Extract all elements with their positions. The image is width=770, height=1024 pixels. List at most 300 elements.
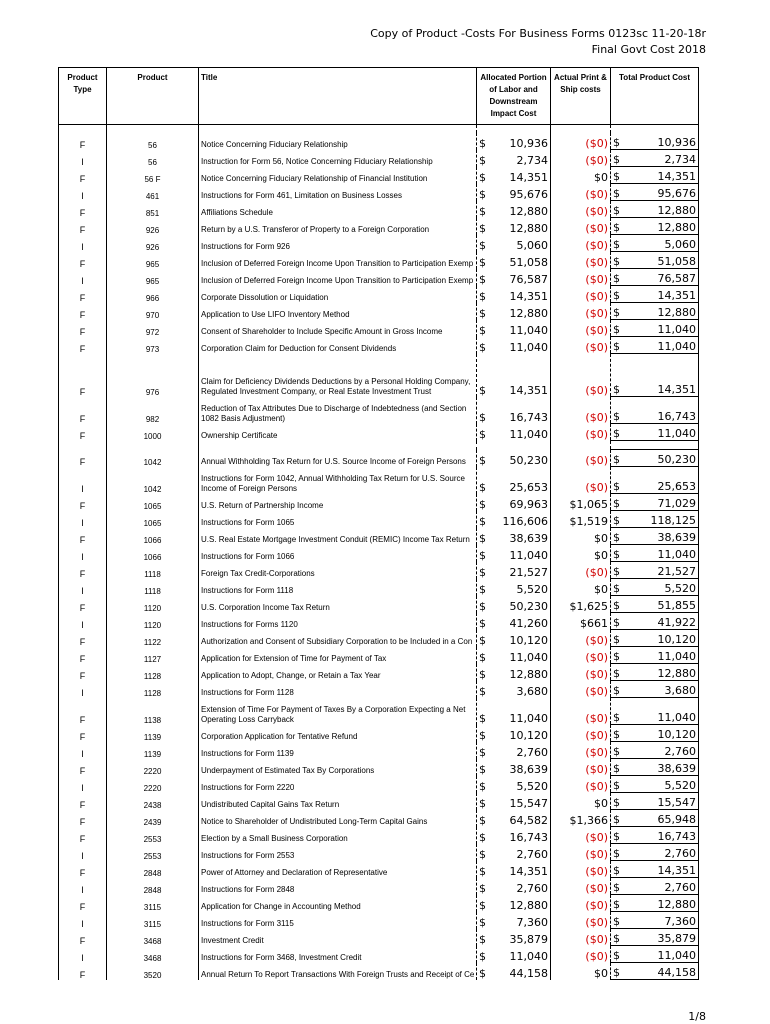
- cell-product: 851: [107, 201, 199, 218]
- cell-print-ship-cost: ($0): [551, 450, 611, 467]
- cell-title: Notice Concerning Fiduciary Relationship of Financial Institution: [199, 167, 477, 184]
- cell-print-ship-cost: ($0): [551, 235, 611, 252]
- allocated-value: 38,639: [509, 762, 548, 776]
- total-value: 21,527: [657, 565, 696, 578]
- table-row: [59, 424, 699, 441]
- currency-symbol: $: [479, 830, 486, 844]
- currency-symbol: $: [613, 289, 620, 302]
- cell-title: Affiliations Schedule: [199, 201, 477, 218]
- cell-total-cost: [611, 397, 699, 424]
- total-value: 5,520: [664, 582, 696, 595]
- cell-title: Reduction of Tax Attributes Due to Discharge of Indebtedness (and Section 1082 Basis Adjustment): [199, 397, 477, 424]
- total-value: 12,880: [657, 221, 696, 234]
- cell-total-cost: [611, 776, 699, 793]
- cell-allocated-cost: [477, 725, 551, 742]
- spacer-cell: [611, 125, 699, 134]
- currency-symbol: $: [613, 830, 620, 843]
- allocated-value: 12,880: [509, 306, 548, 320]
- table-row: [59, 946, 699, 963]
- cell-product-type: I: [59, 946, 107, 963]
- spacer-cell: [551, 125, 611, 134]
- cell-product-type: F: [59, 286, 107, 303]
- cell-title: Corporation Claim for Deduction for Consent Dividends: [199, 337, 477, 354]
- cell-product: 1138: [107, 698, 199, 725]
- total-value: 11,040: [657, 548, 696, 561]
- cell-product-type: F: [59, 337, 107, 354]
- currency-symbol: $: [613, 847, 620, 860]
- cell-title: Instructions for Form 1042, Annual Withholding Tax Return for U.S. Source Income of Foreign Persons: [199, 467, 477, 494]
- currency-symbol: $: [613, 881, 620, 894]
- cell-print-ship-cost: ($0): [551, 895, 611, 912]
- cell-product-type: F: [59, 725, 107, 742]
- cell-product: 2439: [107, 810, 199, 827]
- cell-product: 1066: [107, 545, 199, 562]
- cell-product-type: I: [59, 776, 107, 793]
- cell-total-cost: [611, 450, 699, 467]
- cell-print-ship-cost: ($0): [551, 184, 611, 201]
- cell-product-type: F: [59, 929, 107, 946]
- cell-title: Instructions for Form 1065: [199, 511, 477, 528]
- cell-print-ship-cost: $1,519: [551, 511, 611, 528]
- allocated-value: 11,040: [509, 711, 548, 725]
- cell-allocated-cost: [477, 150, 551, 167]
- cell-product: 2220: [107, 759, 199, 776]
- currency-symbol: $: [479, 383, 486, 397]
- currency-symbol: $: [613, 497, 620, 510]
- cell-product: 2553: [107, 827, 199, 844]
- table-row: [59, 337, 699, 354]
- cell-allocated-cost: [477, 827, 551, 844]
- cell-allocated-cost: [477, 252, 551, 269]
- cell-allocated-cost: [477, 742, 551, 759]
- cell-product: 1065: [107, 494, 199, 511]
- currency-symbol: $: [479, 582, 486, 596]
- currency-symbol: $: [479, 779, 486, 793]
- cell-product: 1120: [107, 613, 199, 630]
- cell-print-ship-cost: $1,065: [551, 494, 611, 511]
- total-value: 7,360: [664, 915, 696, 928]
- currency-symbol: $: [479, 187, 486, 201]
- cell-total-cost: [611, 861, 699, 878]
- cell-allocated-cost: [477, 912, 551, 929]
- currency-symbol: $: [479, 427, 486, 441]
- allocated-value: 25,653: [509, 480, 548, 494]
- currency-symbol: $: [613, 684, 620, 697]
- cell-product: 926: [107, 235, 199, 252]
- table-row: [59, 725, 699, 742]
- currency-symbol: $: [613, 599, 620, 612]
- cell-print-ship-cost: ($0): [551, 337, 611, 354]
- cell-title: Notice Concerning Fiduciary Relationship: [199, 133, 477, 150]
- cell-product-type: F: [59, 303, 107, 320]
- total-value: 2,760: [664, 881, 696, 894]
- cell-allocated-cost: [477, 681, 551, 698]
- currency-symbol: $: [613, 548, 620, 561]
- currency-symbol: $: [613, 667, 620, 680]
- currency-symbol: $: [479, 847, 486, 861]
- table-row: [59, 613, 699, 630]
- cell-title: Inclusion of Deferred Foreign Income Upon Transition to Participation Exemp: [199, 269, 477, 286]
- cell-product-type: F: [59, 827, 107, 844]
- currency-symbol: $: [613, 514, 620, 527]
- currency-symbol: $: [479, 616, 486, 630]
- allocated-value: 5,060: [516, 238, 548, 252]
- currency-symbol: $: [479, 497, 486, 511]
- cell-product: 926: [107, 218, 199, 235]
- cell-print-ship-cost: ($0): [551, 698, 611, 725]
- currency-symbol: $: [613, 255, 620, 268]
- allocated-value: 12,880: [509, 898, 548, 912]
- total-value: 44,158: [657, 966, 696, 979]
- table-row: [59, 320, 699, 337]
- allocated-value: 10,120: [509, 633, 548, 647]
- total-value: 41,922: [657, 616, 696, 629]
- currency-symbol: $: [479, 410, 486, 424]
- currency-symbol: $: [613, 864, 620, 877]
- allocated-value: 11,040: [509, 427, 548, 441]
- cell-total-cost: [611, 725, 699, 742]
- cell-product: 965: [107, 252, 199, 269]
- cell-product: 1128: [107, 681, 199, 698]
- cell-title: U.S. Real Estate Mortgage Investment Conduit (REMIC) Income Tax Return: [199, 528, 477, 545]
- cell-print-ship-cost: ($0): [551, 424, 611, 441]
- currency-symbol: $: [613, 204, 620, 217]
- cell-print-ship-cost: ($0): [551, 133, 611, 150]
- cell-title: Extension of Time For Payment of Taxes By a Corporation Expecting a Net Operating Loss Carryback: [199, 698, 477, 725]
- total-value: 95,676: [657, 187, 696, 200]
- table-row: [59, 201, 699, 218]
- cell-product: 976: [107, 354, 199, 397]
- cell-total-cost: [611, 878, 699, 895]
- table-row: [59, 742, 699, 759]
- cell-allocated-cost: [477, 963, 551, 980]
- cell-title: Consent of Shareholder to Include Specific Amount in Gross Income: [199, 320, 477, 337]
- cell-total-cost: [611, 647, 699, 664]
- cell-title: Undistributed Capital Gains Tax Return: [199, 793, 477, 810]
- cell-product: 1128: [107, 664, 199, 681]
- cell-product-type: F: [59, 528, 107, 545]
- cell-allocated-cost: [477, 844, 551, 861]
- cell-print-ship-cost: ($0): [551, 269, 611, 286]
- cell-product: 56: [107, 150, 199, 167]
- cell-product: 2848: [107, 861, 199, 878]
- cell-product-type: I: [59, 613, 107, 630]
- cell-product: 1000: [107, 424, 199, 441]
- currency-symbol: $: [613, 272, 620, 285]
- total-value: 12,880: [657, 306, 696, 319]
- spacer-cell: [107, 125, 199, 134]
- cell-allocated-cost: [477, 946, 551, 963]
- currency-symbol: $: [613, 306, 620, 319]
- table-row: [59, 929, 699, 946]
- allocated-value: 50,230: [509, 453, 548, 467]
- cell-product: 972: [107, 320, 199, 337]
- cell-total-cost: [611, 424, 699, 441]
- table-row: [59, 596, 699, 613]
- cell-title: Authorization and Consent of Subsidiary Corporation to be Included in a Con: [199, 630, 477, 647]
- cell-product: 56: [107, 133, 199, 150]
- cell-total-cost: [611, 895, 699, 912]
- cell-title: Instructions for Form 2848: [199, 878, 477, 895]
- currency-symbol: $: [479, 915, 486, 929]
- table-row: [59, 827, 699, 844]
- table-row: [59, 793, 699, 810]
- cell-print-ship-cost: ($0): [551, 286, 611, 303]
- total-value: 3,680: [664, 684, 696, 697]
- table-body: [59, 125, 699, 980]
- currency-symbol: $: [479, 932, 486, 946]
- cell-total-cost: [611, 613, 699, 630]
- table-row: [59, 133, 699, 150]
- cell-allocated-cost: [477, 303, 551, 320]
- cell-total-cost: [611, 184, 699, 201]
- spacer-cell: [59, 441, 107, 450]
- cell-allocated-cost: [477, 424, 551, 441]
- table-row: [59, 528, 699, 545]
- cell-product-type: I: [59, 579, 107, 596]
- cell-total-cost: [611, 303, 699, 320]
- currency-symbol: $: [613, 728, 620, 741]
- table-row: [59, 218, 699, 235]
- cell-allocated-cost: [477, 698, 551, 725]
- currency-symbol: $: [613, 221, 620, 234]
- table-row: [59, 511, 699, 528]
- cell-print-ship-cost: $0: [551, 528, 611, 545]
- cell-allocated-cost: [477, 467, 551, 494]
- currency-symbol: $: [613, 136, 620, 149]
- cell-product-type: F: [59, 133, 107, 150]
- currency-symbol: $: [613, 915, 620, 928]
- table-row: [59, 252, 699, 269]
- allocated-value: 116,606: [502, 514, 548, 528]
- currency-symbol: $: [613, 762, 620, 775]
- cell-allocated-cost: [477, 793, 551, 810]
- cell-product-type: F: [59, 698, 107, 725]
- cell-allocated-cost: [477, 562, 551, 579]
- cell-allocated-cost: [477, 759, 551, 776]
- cell-total-cost: [611, 167, 699, 184]
- cell-product-type: I: [59, 511, 107, 528]
- currency-symbol: $: [479, 667, 486, 681]
- table-row: [59, 912, 699, 929]
- currency-symbol: $: [479, 340, 486, 354]
- table-row: [59, 286, 699, 303]
- cell-title: Foreign Tax Credit-Corporations: [199, 562, 477, 579]
- cell-product-type: I: [59, 844, 107, 861]
- cell-title: Instruction for Form 56, Notice Concerning Fiduciary Relationship: [199, 150, 477, 167]
- cell-allocated-cost: [477, 235, 551, 252]
- cell-product-type: F: [59, 562, 107, 579]
- table-row: [59, 562, 699, 579]
- allocated-value: 16,743: [509, 830, 548, 844]
- cell-print-ship-cost: ($0): [551, 252, 611, 269]
- cell-print-ship-cost: ($0): [551, 776, 611, 793]
- total-value: 15,547: [657, 796, 696, 809]
- currency-symbol: $: [613, 949, 620, 962]
- currency-symbol: $: [479, 306, 486, 320]
- spacer-row: [59, 441, 699, 450]
- allocated-value: 14,351: [509, 383, 548, 397]
- cell-product-type: F: [59, 759, 107, 776]
- cell-allocated-cost: [477, 579, 551, 596]
- cell-allocated-cost: [477, 895, 551, 912]
- cell-print-ship-cost: ($0): [551, 467, 611, 494]
- spacer-cell: [59, 125, 107, 134]
- cell-allocated-cost: [477, 354, 551, 397]
- allocated-value: 11,040: [509, 548, 548, 562]
- cell-total-cost: [611, 133, 699, 150]
- allocated-value: 16,743: [509, 410, 548, 424]
- cell-product: 1118: [107, 562, 199, 579]
- total-value: 2,734: [664, 153, 696, 166]
- currency-symbol: $: [613, 650, 620, 663]
- col-header-title: Title: [199, 68, 477, 125]
- currency-symbol: $: [479, 514, 486, 528]
- cell-total-cost: [611, 912, 699, 929]
- total-value: 118,125: [650, 514, 696, 527]
- total-value: 10,936: [657, 136, 696, 149]
- table-row: [59, 579, 699, 596]
- cell-title: Corporate Dissolution or Liquidation: [199, 286, 477, 303]
- total-value: 2,760: [664, 745, 696, 758]
- currency-symbol: $: [479, 949, 486, 963]
- currency-symbol: $: [613, 170, 620, 183]
- cell-allocated-cost: [477, 184, 551, 201]
- currency-symbol: $: [613, 745, 620, 758]
- cell-total-cost: [611, 494, 699, 511]
- total-value: 38,639: [657, 762, 696, 775]
- cell-print-ship-cost: ($0): [551, 946, 611, 963]
- cell-product-type: I: [59, 878, 107, 895]
- cell-print-ship-cost: ($0): [551, 664, 611, 681]
- currency-symbol: $: [479, 238, 486, 252]
- cell-product: 1042: [107, 467, 199, 494]
- cell-total-cost: [611, 946, 699, 963]
- allocated-value: 2,760: [516, 847, 548, 861]
- total-value: 11,040: [657, 650, 696, 663]
- total-value: 11,040: [657, 949, 696, 962]
- cell-allocated-cost: [477, 630, 551, 647]
- page-number: 1/8: [688, 1010, 706, 1023]
- cell-allocated-cost: [477, 201, 551, 218]
- cell-product-type: F: [59, 320, 107, 337]
- table-row: [59, 397, 699, 424]
- cell-title: Instructions for Form 1118: [199, 579, 477, 596]
- allocated-value: 38,639: [509, 531, 548, 545]
- cell-print-ship-cost: ($0): [551, 630, 611, 647]
- currency-symbol: $: [479, 323, 486, 337]
- total-value: 5,060: [664, 238, 696, 251]
- table-row: [59, 664, 699, 681]
- cell-product-type: F: [59, 810, 107, 827]
- table-row: [59, 810, 699, 827]
- table-row: [59, 895, 699, 912]
- total-value: 14,351: [657, 289, 696, 302]
- allocated-value: 76,587: [509, 272, 548, 286]
- cell-print-ship-cost: ($0): [551, 303, 611, 320]
- cell-title: Annual Withholding Tax Return for U.S. Source Income of Foreign Persons: [199, 450, 477, 467]
- cell-title: Instructions for Form 3468, Investment Credit: [199, 946, 477, 963]
- cell-total-cost: [611, 286, 699, 303]
- allocated-value: 95,676: [509, 187, 548, 201]
- cell-product-type: F: [59, 424, 107, 441]
- spacer-cell: [551, 441, 611, 450]
- cell-product-type: F: [59, 895, 107, 912]
- cell-total-cost: [611, 579, 699, 596]
- cell-allocated-cost: [477, 167, 551, 184]
- table-row: [59, 630, 699, 647]
- cell-print-ship-cost: ($0): [551, 725, 611, 742]
- cell-total-cost: [611, 320, 699, 337]
- cell-product: 56 F: [107, 167, 199, 184]
- cell-title: Instructions for Form 1066: [199, 545, 477, 562]
- total-value: 12,880: [657, 898, 696, 911]
- currency-symbol: $: [613, 383, 620, 396]
- cell-total-cost: [611, 698, 699, 725]
- cell-total-cost: [611, 963, 699, 980]
- cell-total-cost: [611, 467, 699, 494]
- cell-product-type: I: [59, 150, 107, 167]
- cell-title: Instructions for Form 1139: [199, 742, 477, 759]
- cell-total-cost: [611, 150, 699, 167]
- cell-print-ship-cost: $1,366: [551, 810, 611, 827]
- cell-allocated-cost: [477, 397, 551, 424]
- currency-symbol: $: [479, 966, 486, 980]
- total-value: 71,029: [657, 497, 696, 510]
- spacer-cell: [199, 125, 477, 134]
- cell-title: Instructions for Forms 1120: [199, 613, 477, 630]
- allocated-value: 3,680: [516, 684, 548, 698]
- spacer-cell: [199, 441, 477, 450]
- spacer-cell: [477, 125, 551, 134]
- cell-title: Annual Return To Report Transactions With Foreign Trusts and Receipt of Ce: [199, 963, 477, 980]
- currency-symbol: $: [479, 745, 486, 759]
- currency-symbol: $: [479, 531, 486, 545]
- cell-allocated-cost: [477, 929, 551, 946]
- cell-print-ship-cost: $0: [551, 167, 611, 184]
- cell-allocated-cost: [477, 596, 551, 613]
- cell-total-cost: [611, 252, 699, 269]
- cell-product-type: F: [59, 647, 107, 664]
- cell-total-cost: [611, 218, 699, 235]
- currency-symbol: $: [613, 453, 620, 466]
- total-value: 12,880: [657, 204, 696, 217]
- cell-total-cost: [611, 742, 699, 759]
- report-subtitle: Final Govt Cost 2018: [591, 43, 706, 56]
- allocated-value: 5,520: [516, 779, 548, 793]
- currency-symbol: $: [613, 898, 620, 911]
- allocated-value: 12,880: [509, 204, 548, 218]
- table-row: [59, 878, 699, 895]
- cell-print-ship-cost: $1,625: [551, 596, 611, 613]
- cell-title: Inclusion of Deferred Foreign Income Upon Transition to Participation Exemp: [199, 252, 477, 269]
- cell-total-cost: [611, 562, 699, 579]
- cell-product-type: F: [59, 397, 107, 424]
- cell-product-type: F: [59, 596, 107, 613]
- cell-product: 966: [107, 286, 199, 303]
- allocated-value: 10,936: [509, 136, 548, 150]
- cell-allocated-cost: [477, 647, 551, 664]
- cell-title: Instructions for Form 1128: [199, 681, 477, 698]
- total-value: 14,351: [657, 864, 696, 877]
- table-row: [59, 759, 699, 776]
- total-value: 65,948: [657, 813, 696, 826]
- currency-symbol: $: [479, 221, 486, 235]
- allocated-value: 2,760: [516, 881, 548, 895]
- cell-product: 3115: [107, 895, 199, 912]
- cell-print-ship-cost: ($0): [551, 912, 611, 929]
- allocated-value: 11,040: [509, 323, 548, 337]
